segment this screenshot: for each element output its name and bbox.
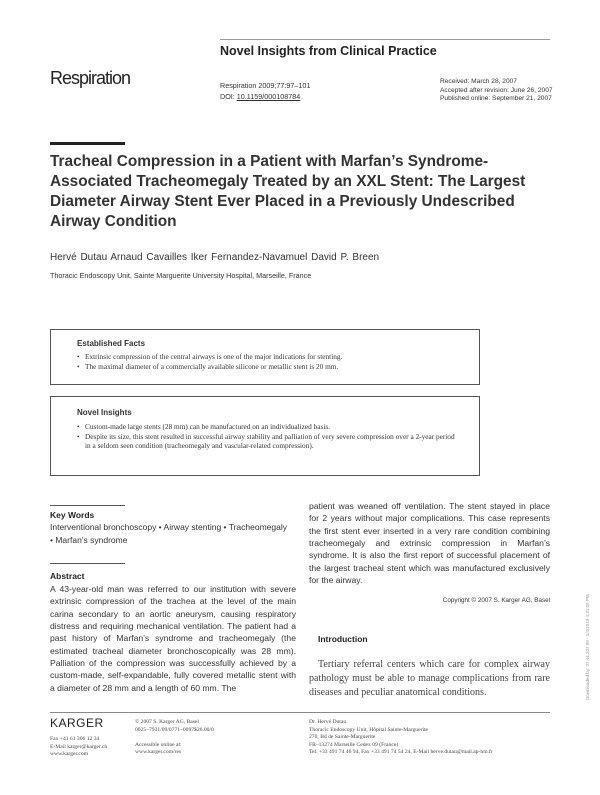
publisher-fax: Fax +41 61 306 12 34 <box>50 736 100 742</box>
keywords-text: Interventional bronchoscopy • Airway stenting • Tracheomegaly • Marfan’s syndrome <box>50 522 287 545</box>
established-facts-heading: Established Facts <box>77 339 146 348</box>
keywords-heading: Key Words <box>50 510 95 520</box>
contact-phone: Tel. +33 491 74 46 94, Fax +33 491 74 54 24, E-Mail herve.dutau@mail.ap-hm.fr <box>309 749 493 756</box>
contact-unit: Thoracic Endoscopy Unit, Hôpital Sainte-Marguerite <box>309 726 429 733</box>
online-label: Accessible online at: <box>135 741 182 748</box>
novel-insights-heading: Novel Insights <box>77 408 132 417</box>
novel-insights-list <box>77 422 459 451</box>
published-date: Published online: September 21, 2007 <box>440 95 552 102</box>
rights-line: © 2007 S. Karger AG, Basel <box>135 719 199 725</box>
issn-line: 0025–7931/09/0771–0097$26.00/0 <box>135 726 214 733</box>
accepted-date: Accepted after revision: June 26, 2007 <box>440 86 553 94</box>
established-facts-box <box>50 329 480 385</box>
section-rule <box>220 39 550 40</box>
online-url[interactable]: www.karger.com/res <box>135 749 182 756</box>
list-item: • Despite its size, this stent resulted in successful airway stability and palliation of very severe compression over a 2-year period in a seldom seen condition (tracheomegaly and vascular-related compression). <box>77 432 459 451</box>
abstract-rule <box>50 563 125 564</box>
publisher-web[interactable]: www.karger.com <box>50 751 89 758</box>
publisher-logo: KARGER <box>50 716 104 730</box>
article-title: Tracheal Compression in a Patient with Marfan’s Syndrome-Associated Tracheomegaly Treated by an XXL Stent: The Largest Diameter Airway Stent Ever Placed in a Previously Undescribed Airway Condition <box>50 153 526 230</box>
keywords-rule <box>50 505 125 506</box>
list-item: • The maximal diameter of a commercially available silicone or metallic stent is 20 mm. <box>77 362 459 372</box>
correspondence-address <box>309 719 549 757</box>
received-date: Received: March 28, 2007 <box>440 78 517 85</box>
section-title: Novel Insights from Clinical Practice <box>220 44 437 58</box>
history-dates <box>440 78 553 104</box>
contact-city: FR–13274 Marseille Cedex 09 (France) <box>309 741 399 748</box>
affiliation: Thoracic Endoscopy Unit, Sainte Marguerite University Hospital, Marseille, France <box>50 271 312 280</box>
download-note: Downloaded by: 37.44.207.99 - 1/4/2019 4:31:05 PM <box>585 594 590 700</box>
list-item: • Extrinsic compression of the central airways is one of the major indications for stenting. <box>77 352 459 362</box>
abstract-continuation: patient was weaned off ventilation. The stent stayed in place for 2 years without major complications. This case represents the first stent ever inserted in a very rare condition combining tracheomegaly and extrinsic compression in Marfan’s syndrome. It is also the first report of successful placement of the largest tracheal stent which was manufactured exclusively for the airway. <box>309 501 550 586</box>
doi-link[interactable]: 10.1159/000108784 <box>236 92 301 101</box>
citation-line: Respiration 2009;77:97–101 <box>220 81 311 90</box>
contact-street: 270, Bd de Sainte-Marguerite <box>309 734 376 741</box>
citation-block <box>220 80 310 102</box>
doi-label: DOI: <box>220 92 237 101</box>
abstract-text: A 43-year-old man was referred to our institution with severe extrinsic compression of the trachea at the level of the main carina secondary to an aortic aneurysm, causing respiratory distress and requiring mechanical ventilation. The patient had a past history of Marfan’s syndrome and tracheomegaly (the estimated tracheal diameter bronchoscopically was 28 mm). Palliation of the compression was successfully achieved by a custom-made, self-expandable, fully covered metallic stent with a diameter of 28 mm and a length of 60 mm. The <box>50 584 296 693</box>
author-list: Hervé Dutau Arnaud Cavailles Iker Fernandez-Navamuel David P. Breen <box>50 252 380 263</box>
introduction-text: Tertiary referral centers which care for complex airway pathology must be able to manage complications from rare diseases and peculiar anatomical conditions. <box>309 659 550 699</box>
introduction-heading: Introduction <box>318 634 368 644</box>
footer-rule <box>50 712 550 713</box>
publisher-contact <box>50 736 135 759</box>
list-item: • Custom-made large stents (28 mm) can be manufactured on an individualized basis. <box>77 422 459 432</box>
journal-logo: Respiration <box>50 68 131 88</box>
doi-line <box>220 91 310 102</box>
established-facts-list <box>77 352 459 371</box>
novel-insights-box <box>50 396 480 476</box>
publisher-email[interactable]: E-Mail karger@karger.ch <box>50 743 108 750</box>
copyright-line: Copyright © 2007 S. Karger AG, Basel <box>442 597 550 604</box>
title-rule <box>50 142 125 145</box>
contact-name: Dr. Hervé Dutau <box>309 719 347 725</box>
rights-block <box>135 719 305 757</box>
abstract-heading: Abstract <box>50 571 85 581</box>
